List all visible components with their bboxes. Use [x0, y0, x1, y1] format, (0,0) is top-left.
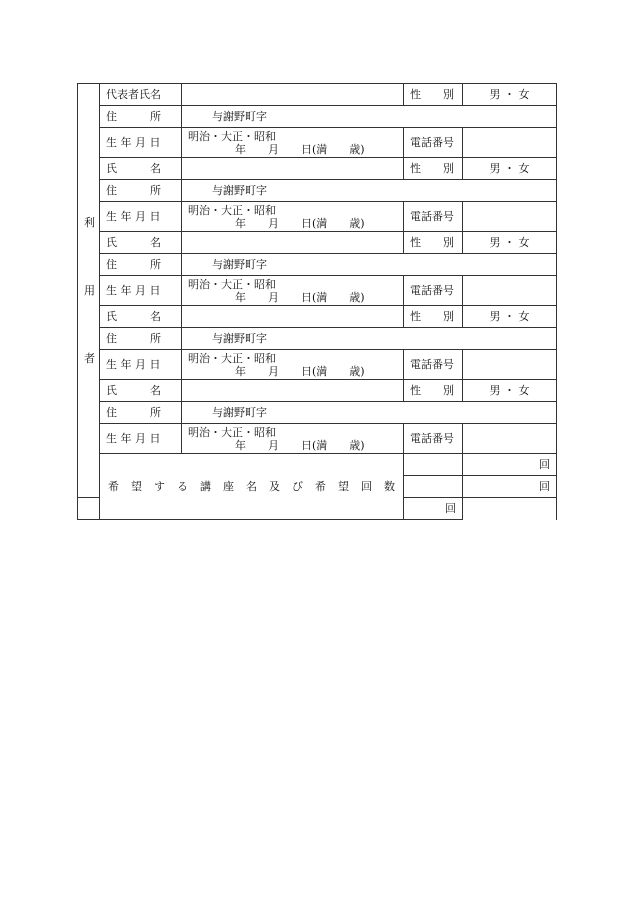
name-row — [78, 306, 557, 328]
birth-field[interactable] — [182, 424, 404, 454]
era-options: 明治・大正・昭和 — [188, 351, 276, 365]
birth-label: 生 年 月 日 — [100, 424, 182, 454]
phone-label: 電話番号 — [404, 350, 463, 380]
name-label: 氏 名 — [100, 306, 182, 328]
name-label: 氏 名 — [100, 158, 182, 180]
name-field[interactable] — [182, 380, 404, 402]
address-label: 住 所 — [100, 180, 182, 202]
gender-label: 性 別 — [404, 306, 463, 328]
name-label: 氏 名 — [100, 380, 182, 402]
users-side-char-2: 用 — [84, 284, 95, 297]
birth-label: 生 年 月 日 — [100, 128, 182, 158]
gender-options[interactable]: 男 ・ 女 — [463, 232, 557, 254]
address-field[interactable]: 与謝野町字 — [182, 106, 557, 128]
representative-name-row — [78, 84, 557, 106]
phone-field[interactable] — [463, 350, 557, 380]
era-options: 明治・大正・昭和 — [188, 129, 276, 143]
application-form-table — [77, 83, 557, 520]
gender-options[interactable]: 男 ・ 女 — [463, 380, 557, 402]
times-unit: 回 — [463, 454, 557, 476]
birth-label: 生 年 月 日 — [100, 276, 182, 306]
phone-label: 電話番号 — [404, 276, 463, 306]
birth-row — [78, 424, 557, 454]
phone-field[interactable] — [463, 128, 557, 158]
date-age-text: 年 月 日(満 歳) — [235, 142, 365, 156]
address-label: 住 所 — [100, 106, 182, 128]
birth-field[interactable] — [182, 128, 404, 158]
address-label: 住 所 — [100, 402, 182, 424]
name-label: 氏 名 — [100, 232, 182, 254]
birth-label: 生 年 月 日 — [100, 202, 182, 232]
gender-options[interactable]: 男 ・ 女 — [463, 306, 557, 328]
address-field[interactable]: 与謝野町字 — [182, 254, 557, 276]
phone-field[interactable] — [463, 424, 557, 454]
era-options: 明治・大正・昭和 — [188, 277, 276, 291]
name-field[interactable] — [182, 232, 404, 254]
phone-label: 電話番号 — [404, 128, 463, 158]
course-row — [78, 454, 557, 476]
address-row — [78, 402, 557, 424]
name-field[interactable] — [182, 158, 404, 180]
gender-options[interactable]: 男 ・ 女 — [463, 158, 557, 180]
address-row — [78, 328, 557, 350]
course-name-field[interactable] — [404, 454, 463, 476]
gender-label: 性 別 — [404, 84, 463, 106]
address-row — [78, 180, 557, 202]
address-label: 住 所 — [100, 254, 182, 276]
birth-row — [78, 128, 557, 158]
birth-label: 生 年 月 日 — [100, 350, 182, 380]
users-side-label — [78, 84, 100, 498]
name-field[interactable] — [182, 306, 404, 328]
times-unit: 回 — [404, 498, 463, 520]
phone-label: 電話番号 — [404, 202, 463, 232]
date-age-text: 年 月 日(満 歳) — [235, 438, 365, 452]
address-field[interactable]: 与謝野町字 — [182, 402, 557, 424]
users-side-char-1: 利 — [84, 216, 95, 229]
phone-field[interactable] — [463, 276, 557, 306]
gender-label: 性 別 — [404, 380, 463, 402]
course-name-field[interactable] — [78, 498, 100, 520]
course-name-field[interactable] — [404, 476, 463, 498]
rep-name-field[interactable] — [182, 84, 404, 106]
phone-label: 電話番号 — [404, 424, 463, 454]
gender-label: 性 別 — [404, 158, 463, 180]
date-age-text: 年 月 日(満 歳) — [235, 364, 365, 378]
address-row — [78, 106, 557, 128]
times-unit: 回 — [463, 476, 557, 498]
rep-name-label: 代表者氏名 — [100, 84, 182, 106]
era-options: 明治・大正・昭和 — [188, 425, 276, 439]
birth-row — [78, 202, 557, 232]
phone-field[interactable] — [463, 202, 557, 232]
address-row — [78, 254, 557, 276]
birth-field[interactable] — [182, 350, 404, 380]
birth-field[interactable] — [182, 202, 404, 232]
birth-row — [78, 276, 557, 306]
birth-field[interactable] — [182, 276, 404, 306]
gender-options[interactable]: 男 ・ 女 — [463, 84, 557, 106]
address-field[interactable]: 与謝野町字 — [182, 328, 557, 350]
date-age-text: 年 月 日(満 歳) — [235, 216, 365, 230]
name-row — [78, 380, 557, 402]
address-label: 住 所 — [100, 328, 182, 350]
name-row — [78, 158, 557, 180]
address-field[interactable]: 与謝野町字 — [182, 180, 557, 202]
name-row — [78, 232, 557, 254]
gender-label: 性 別 — [404, 232, 463, 254]
course-label: 希望する講座名及び希望回数 — [100, 454, 404, 520]
users-side-char-3: 者 — [84, 352, 95, 365]
date-age-text: 年 月 日(満 歳) — [235, 290, 365, 304]
birth-row — [78, 350, 557, 380]
era-options: 明治・大正・昭和 — [188, 203, 276, 217]
